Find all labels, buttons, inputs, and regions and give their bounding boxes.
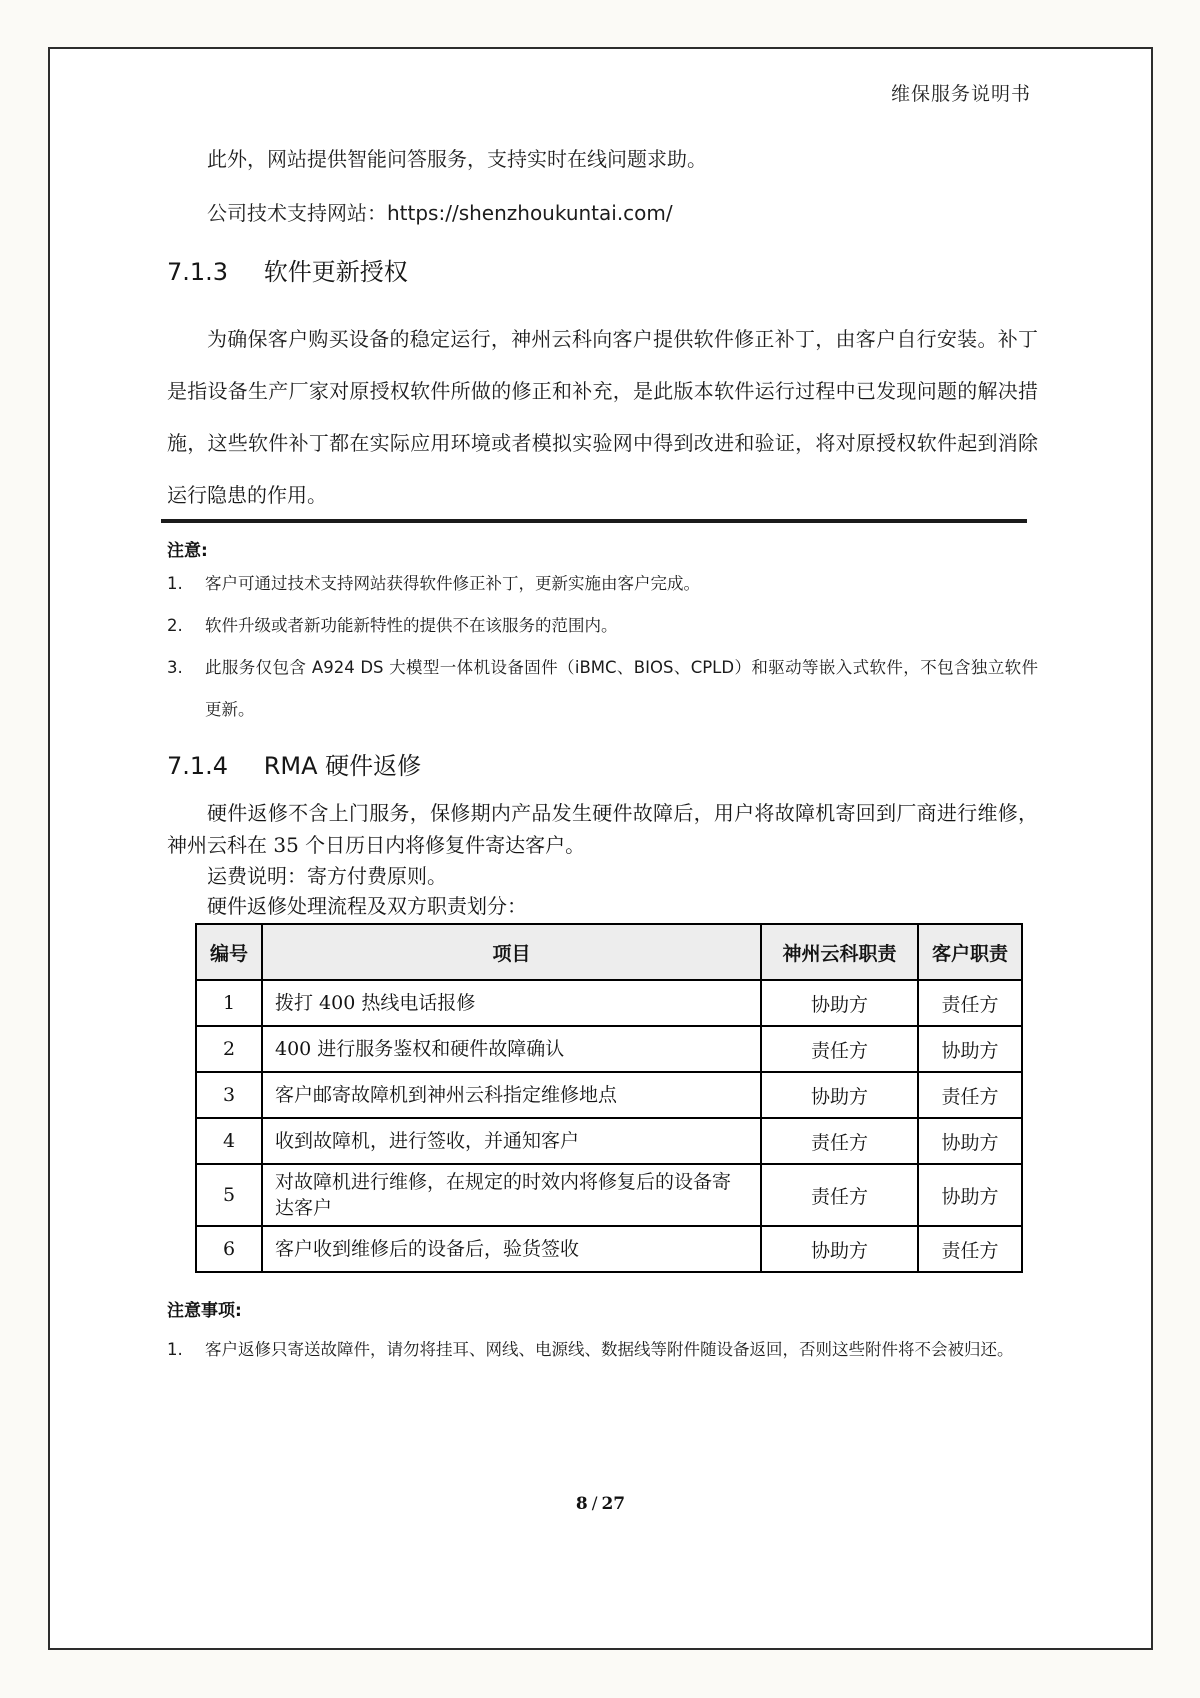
- table-row: [196, 980, 1022, 1026]
- note-item: [167, 605, 1038, 647]
- rma-process-table: [195, 923, 1023, 1273]
- notice-item: [167, 1329, 1038, 1371]
- item-cell: 拨打 400 热线电话报修: [262, 980, 761, 1026]
- table-row: [196, 1026, 1022, 1072]
- note-text: 此服务仅包含 A924 DS 大模型一体机设备固件（iBMC、BIOS、CPLD）和驱动等嵌入式软件，不包含独立软件更新。: [205, 658, 1038, 719]
- notice-number: 1.: [167, 1340, 183, 1359]
- section-713-body: 为确保客户购买设备的稳定运行，神州云科向客户提供软件修正补丁，由客户自行安装。补丁是指设备生产厂家对原授权软件所做的修正和补充，是此版本软件运行过程中已发现问题的解决措施，这些软件补丁都在实际应用环境或者模拟实验网中得到改进和验证，将对原授权软件起到消除运行隐患的作用。: [167, 327, 1038, 507]
- row-number-cell: 1: [196, 980, 262, 1026]
- vendor-role-cell: 协助方: [761, 1226, 918, 1272]
- support-site-paragraph: 公司技术支持网站：https://shenzhoukuntai.com/: [207, 201, 673, 225]
- row-number-cell: 2: [196, 1026, 262, 1072]
- section-title: 软件更新授权: [263, 258, 408, 286]
- item-cell: 对故障机进行维修，在规定的时效内将修复后的设备寄达客户: [262, 1164, 761, 1226]
- item-cell: 客户收到维修后的设备后，验货签收: [262, 1226, 761, 1272]
- item-cell: 客户邮寄故障机到神州云科指定维修地点: [262, 1072, 761, 1118]
- page-content: [167, 51, 1038, 1371]
- table-header-cell: 项目: [262, 924, 761, 980]
- vendor-role-cell: 责任方: [761, 1026, 918, 1072]
- vendor-role-cell: 协助方: [761, 1072, 918, 1118]
- vendor-role-cell: 协助方: [761, 980, 918, 1026]
- shipping-fee-note: 运费说明：寄方付费原则。: [207, 864, 447, 888]
- note-number: 3.: [167, 658, 183, 677]
- customer-role-cell: 协助方: [918, 1026, 1022, 1072]
- note-text: 软件升级或者新功能新特性的提供不在该服务的范围内。: [205, 616, 618, 635]
- vendor-role-cell: 责任方: [761, 1118, 918, 1164]
- table-header-cell: 客户职责: [918, 924, 1022, 980]
- customer-role-cell: 责任方: [918, 1072, 1022, 1118]
- table-row: [196, 1072, 1022, 1118]
- rma-intro-paragraph: 硬件返修不含上门服务，保修期内产品发生硬件故障后，用户将故障机寄回到厂商进行维修，神州云科在 35 个日历日内将修复件寄达客户。: [167, 801, 1038, 857]
- note-number: 1.: [167, 574, 183, 593]
- customer-role-cell: 责任方: [918, 980, 1022, 1026]
- section-number: 7.1.3: [167, 258, 229, 286]
- page-number-separator: /: [591, 1494, 598, 1514]
- table-row: [196, 1118, 1022, 1164]
- section-713-heading: [167, 255, 1038, 289]
- current-page-number: 8: [575, 1494, 588, 1514]
- note-text: 客户可通过技术支持网站获得软件修正补丁，更新实施由客户完成。: [205, 574, 700, 593]
- note-label: 注意:: [167, 541, 208, 561]
- table-header-row: [196, 924, 1022, 980]
- row-number-cell: 3: [196, 1072, 262, 1118]
- table-header-cell: 编号: [196, 924, 262, 980]
- process-intro: 硬件返修处理流程及双方职责划分：: [207, 894, 527, 918]
- notice-label: 注意事项:: [167, 1301, 242, 1321]
- table-row: [196, 1226, 1022, 1272]
- table-header-cell: 神州云科职责: [761, 924, 918, 980]
- row-number-cell: 4: [196, 1118, 262, 1164]
- section-number: 7.1.4: [167, 752, 229, 780]
- vendor-role-cell: 责任方: [761, 1164, 918, 1226]
- note-item: [167, 563, 1038, 605]
- customer-role-cell: 协助方: [918, 1118, 1022, 1164]
- note-item: [167, 647, 1038, 731]
- page-frame: [48, 47, 1153, 1650]
- customer-role-cell: 责任方: [918, 1226, 1022, 1272]
- total-page-count: 27: [601, 1494, 626, 1514]
- item-cell: 收到故障机，进行签收，并通知客户: [262, 1118, 761, 1164]
- notice-text: 客户返修只寄送故障件，请勿将挂耳、网线、电源线、数据线等附件随设备返回，否则这些附件将不会被归还。: [205, 1340, 1014, 1359]
- row-number-cell: 6: [196, 1226, 262, 1272]
- section-title: RMA 硬件返修: [263, 752, 422, 780]
- item-cell: 400 进行服务鉴权和硬件故障确认: [262, 1026, 761, 1072]
- note-number: 2.: [167, 616, 183, 635]
- section-714-heading: [167, 749, 1038, 783]
- customer-role-cell: 协助方: [918, 1164, 1022, 1226]
- row-number-cell: 5: [196, 1164, 262, 1226]
- page-header-title: 维保服务说明书: [890, 83, 1031, 105]
- intro-paragraph: 此外，网站提供智能问答服务，支持实时在线问题求助。: [207, 147, 707, 171]
- table-row: [196, 1164, 1022, 1226]
- page-number: [50, 1494, 1151, 1514]
